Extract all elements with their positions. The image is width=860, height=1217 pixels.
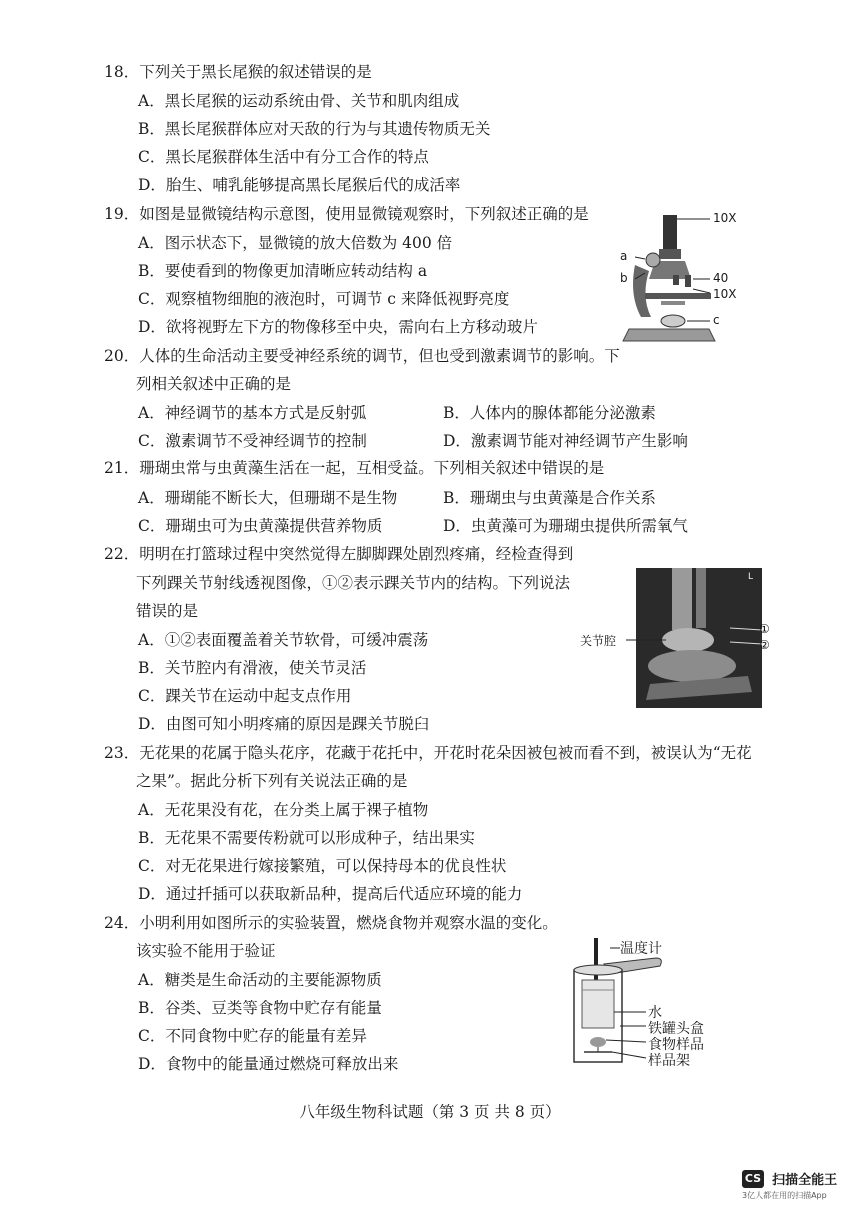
q18-option-d: D．胎生、哺乳能够提高黑长尾猴后代的成活率 [138, 176, 461, 194]
q24-option-a: A．糖类是生命活动的主要能源物质 [138, 971, 382, 989]
scanner-tagline: 3亿人都在用的扫描App [742, 1191, 827, 1200]
apparatus-label-sample: 食物样品 [648, 1037, 704, 1053]
scanner-logo-icon: CS [742, 1170, 764, 1188]
microscope-figure [615, 205, 775, 345]
microscope-drawing [615, 205, 775, 345]
q19-option-a: A．图示状态下，显微镜的放大倍数为 400 倍 [138, 234, 453, 252]
xray-label-corner: L [748, 572, 754, 582]
apparatus-label-water: 水 [648, 1005, 662, 1021]
microscope-label-objective-low: 10X [713, 287, 737, 301]
q21-option-c: C．珊瑚虫可为虫黄藻提供营养物质 [138, 517, 383, 535]
q21-option-b: B．珊瑚虫与虫黄藻是合作关系 [443, 489, 656, 507]
page-footer: 八年级生物科试题（第 3 页 共 8 页） [299, 1103, 561, 1121]
question-21-stem: 21．珊瑚虫常与虫黄藻生活在一起，互相受益。下列相关叙述中错误的是 [104, 459, 605, 477]
q20-option-a: A．神经调节的基本方式是反射弧 [138, 404, 367, 422]
q23-option-c: C．对无花果进行嫁接繁殖，可以保持母本的优良性状 [138, 857, 507, 875]
question-22-stem-cont2: 错误的是 [136, 602, 199, 620]
q18-option-a: A．黑长尾猴的运动系统由骨、关节和肌肉组成 [138, 92, 460, 110]
q23-option-d: D．通过扦插可以获取新品种，提高后代适应环境的能力 [138, 885, 523, 903]
question-23-stem: 23．无花果的花属于隐头花序，花藏于花托中，开花时花朵因被包被而看不到，被误认为“无花 [104, 744, 752, 762]
q22-option-d: D．由图可知小明疼痛的原因是踝关节脱臼 [138, 715, 430, 733]
ankle-xray-figure [580, 568, 770, 708]
microscope-label-a: a [620, 249, 628, 263]
scanner-app-name: 扫描全能王 [772, 1173, 838, 1188]
q22-option-c: C．踝关节在运动中起支点作用 [138, 687, 352, 705]
q24-option-b: B．谷类、豆类等食物中贮存有能量 [138, 999, 382, 1017]
q18-option-c: C．黑长尾猴群体生活中有分工合作的特点 [138, 148, 429, 166]
q22-option-b: B．关节腔内有滑液，使关节灵活 [138, 659, 367, 677]
q19-option-d: D．欲将视野左下方的物像移至中央，需向右上方移动玻片 [138, 318, 538, 336]
apparatus-label-thermometer: 温度计 [620, 941, 662, 957]
question-22-stem-cont: 下列踝关节射线透视图像，①②表示踝关节内的结构。下列说法 [136, 574, 571, 592]
xray-label-joint-cavity: 关节腔 [580, 634, 617, 648]
q23-option-b: B．无花果不需要传粉就可以形成种子，结出果实 [138, 829, 475, 847]
question-19-stem: 19．如图是显微镜结构示意图，使用显微镜观察时，下列叙述正确的是 [104, 205, 589, 223]
xray-label-structure-2: ② [759, 638, 770, 652]
xray-label-structure-1: ① [759, 622, 770, 636]
question-24-stem: 24．小明利用如图所示的实验装置，燃烧食物并观察水温的变化。 [104, 914, 558, 932]
question-24-stem-cont: 该实验不能用于验证 [136, 942, 276, 960]
apparatus-label-rack: 样品架 [648, 1053, 690, 1069]
food-burning-apparatus-figure [560, 930, 720, 1070]
apparatus-label-can: 铁罐头盒 [648, 1021, 704, 1037]
microscope-label-objective-high: 40 [713, 271, 729, 285]
q21-option-d: D．虫黄藻可为珊瑚虫提供所需氧气 [443, 517, 688, 535]
question-18-stem: 18．下列关于黑长尾猴的叙述错误的是 [104, 63, 372, 81]
q24-option-d: D．食物中的能量通过燃烧可释放出来 [138, 1055, 399, 1073]
microscope-label-eyepiece: 10X [713, 211, 737, 225]
q19-option-b: B．要使看到的物像更加清晰应转动结构 a [138, 262, 428, 280]
microscope-label-c: c [713, 313, 720, 327]
q20-option-c: C．激素调节不受神经调节的控制 [138, 432, 367, 450]
question-20-stem-cont: 列相关叙述中正确的是 [136, 375, 292, 393]
q19-option-c: C．观察植物细胞的液泡时，可调节 c 来降低视野亮度 [138, 290, 510, 308]
microscope-label-b: b [620, 271, 628, 285]
q20-option-b: B．人体内的腺体都能分泌激素 [443, 404, 656, 422]
q22-option-a: A．①②表面覆盖着关节软骨，可缓冲震荡 [138, 631, 429, 649]
q21-option-a: A．珊瑚能不断长大，但珊瑚不是生物 [138, 489, 398, 507]
q23-option-a: A．无花果没有花，在分类上属于裸子植物 [138, 801, 429, 819]
scanner-watermark [742, 1168, 837, 1201]
q18-option-b: B．黑长尾猴群体应对天敌的行为与其遗传物质无关 [138, 120, 491, 138]
q24-option-c: C．不同食物中贮存的能量有差异 [138, 1027, 367, 1045]
question-23-stem-cont: 之果”。据此分析下列有关说法正确的是 [136, 772, 408, 790]
question-22-stem: 22．明明在打篮球过程中突然觉得左脚脚踝处剧烈疼痛，经检查得到 [104, 545, 574, 563]
q20-option-d: D．激素调节能对神经调节产生影响 [443, 432, 688, 450]
question-20-stem: 20．人体的生命活动主要受神经系统的调节，但也受到激素调节的影响。下 [104, 347, 620, 365]
